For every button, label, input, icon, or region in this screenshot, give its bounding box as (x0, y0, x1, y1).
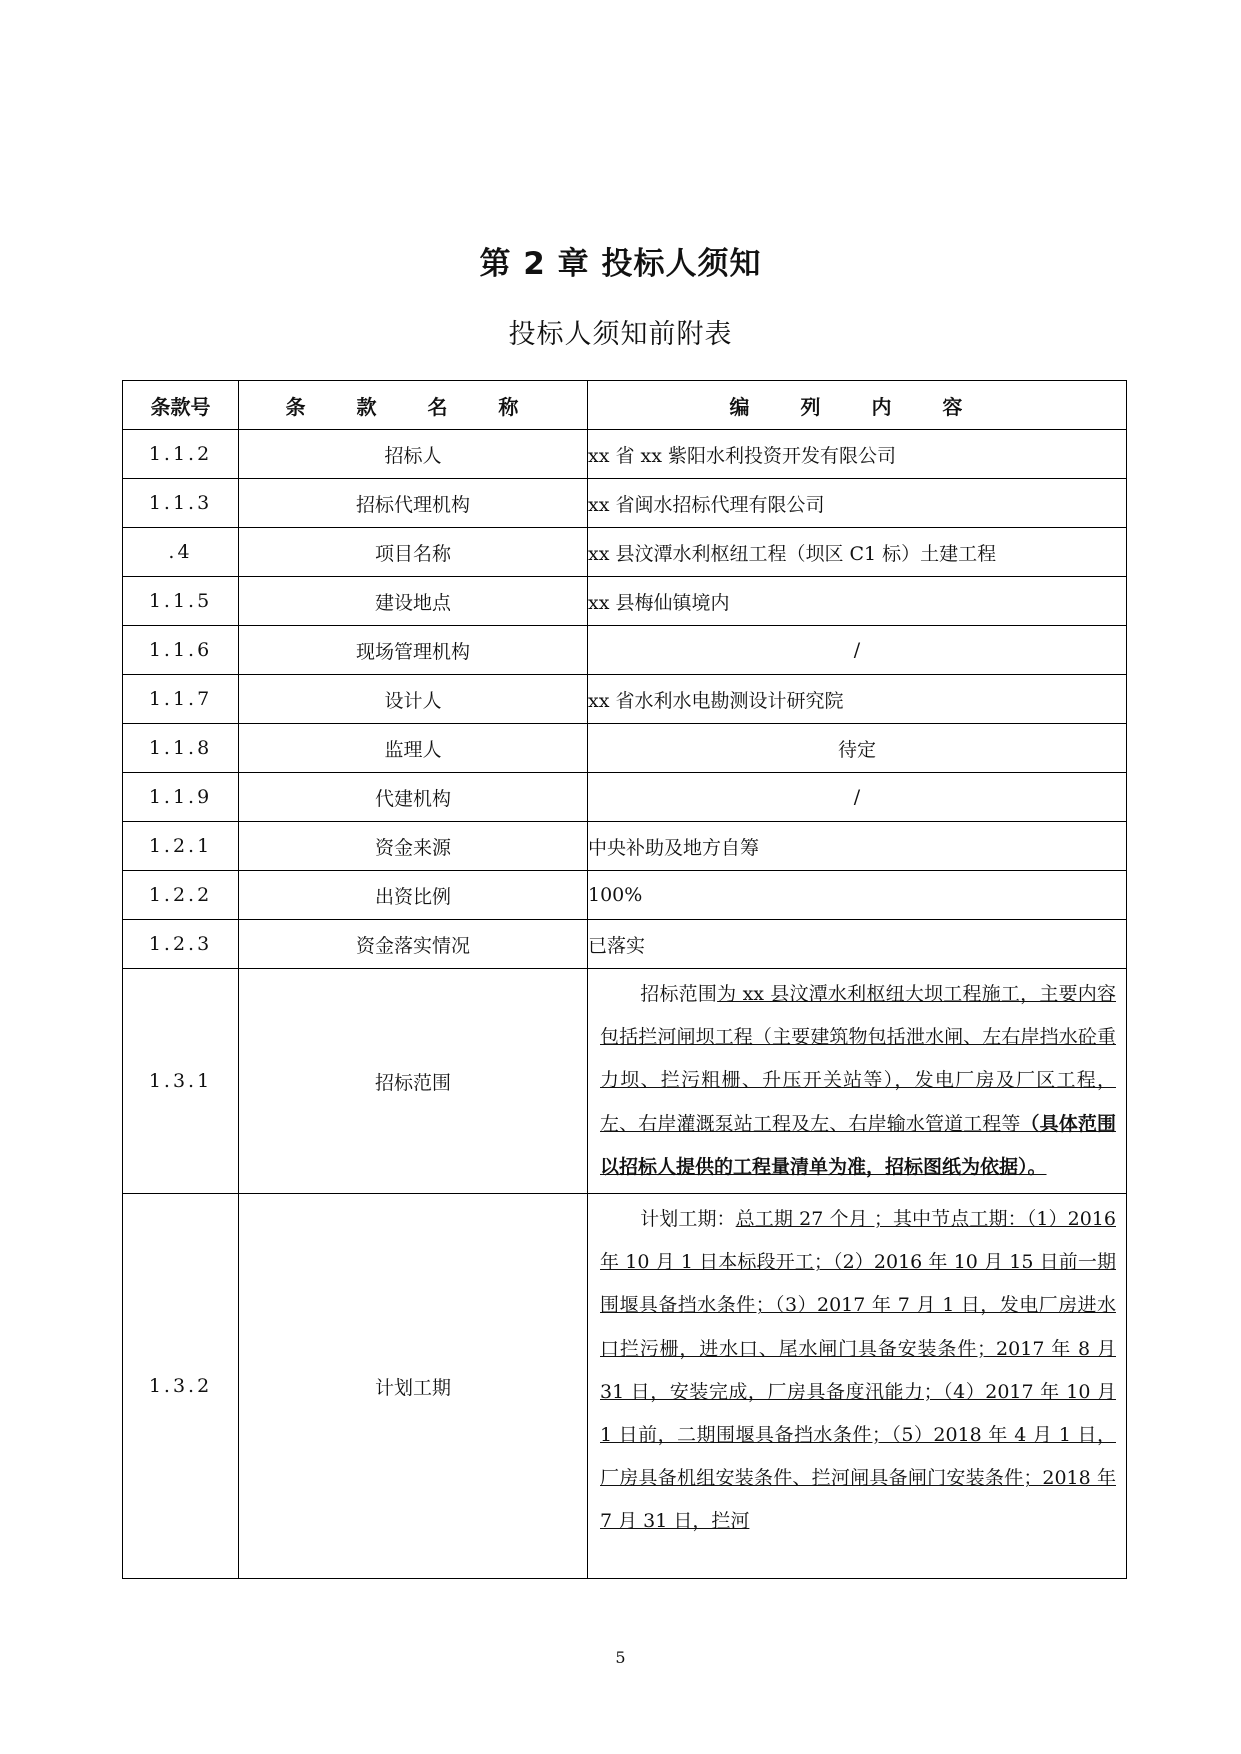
clause-name: 出资比例 (239, 871, 588, 920)
table-row (123, 430, 1127, 479)
clause-name: 招标人 (239, 430, 588, 479)
clause-number: .4 (123, 528, 239, 577)
clause-content: 中央补助及地方自筹 (588, 822, 1127, 871)
clause-name: 设计人 (239, 675, 588, 724)
clause-name: 项目名称 (239, 528, 588, 577)
header-clause-number: 条款号 (123, 381, 239, 430)
clause-name: 计划工期 (239, 1194, 588, 1579)
clause-content: / (588, 773, 1127, 822)
table-header-row (123, 381, 1127, 430)
clause-content: xx 省水利水电勘测设计研究院 (588, 675, 1127, 724)
table-row (123, 920, 1127, 969)
clause-number: 1.3.1 (123, 969, 239, 1194)
clause-name: 代建机构 (239, 773, 588, 822)
table-row-scope (123, 969, 1127, 1194)
schedule-paragraph (588, 1194, 1126, 1578)
table-row (123, 626, 1127, 675)
clause-number: 1.3.2 (123, 1194, 239, 1579)
schedule-body: 总工期 27 个月 ；其中节点工期：（1）2016 年 10 月 1 日本标段开工；（2）2016 年 10 月 15 日前一期围堰具备挡水条件；（3）2017 年 7 月 1 日，发电厂房进水口拦污栅，进水口、尾水闸门具备安装条件；2017 年 8 月 31 日，安装完成，厂房具备度汛能力；（4）2017 年 10 月 1 日前，二期围堰具备挡水条件；（5）2018 年 4 月 1 日，厂房具备机组安装条件、拦河闸具备闸门安装条件；2018 年 7 月 31 日，拦河 (600, 1208, 1116, 1533)
clause-content: xx 县梅仙镇境内 (588, 577, 1127, 626)
clause-content-scope (588, 969, 1127, 1194)
clause-number: 1.1.9 (123, 773, 239, 822)
clause-number: 1.1.3 (123, 479, 239, 528)
clause-name: 监理人 (239, 724, 588, 773)
clause-number: 1.1.7 (123, 675, 239, 724)
clause-number: 1.1.8 (123, 724, 239, 773)
clause-content: xx 省闽水招标代理有限公司 (588, 479, 1127, 528)
clause-content-schedule (588, 1194, 1127, 1579)
scope-note: （具体范围以招标人提供的工程量清单为准，招标图纸为依据）。 (600, 1112, 1116, 1178)
clause-number: 1.2.1 (123, 822, 239, 871)
schedule-lead: 计划工期： (640, 1208, 736, 1231)
clause-number: 1.1.6 (123, 626, 239, 675)
clause-content: xx 省 xx 紫阳水利投资开发有限公司 (588, 430, 1127, 479)
bidder-instructions-table (122, 380, 1127, 1579)
table-row (123, 479, 1127, 528)
clause-name: 建设地点 (239, 577, 588, 626)
clause-content: 待定 (588, 724, 1127, 773)
clause-content: 100% (588, 871, 1127, 920)
table-row (123, 724, 1127, 773)
table-row (123, 577, 1127, 626)
scope-lead: 招标范围 (640, 983, 718, 1005)
clause-name: 招标范围 (239, 969, 588, 1194)
clause-name: 资金落实情况 (239, 920, 588, 969)
table-row (123, 528, 1127, 577)
chapter-title: 第 2 章 投标人须知 (479, 246, 762, 282)
clause-name: 招标代理机构 (239, 479, 588, 528)
clause-number: 1.2.3 (123, 920, 239, 969)
table-row (123, 675, 1127, 724)
scope-paragraph (588, 969, 1126, 1193)
clause-name: 现场管理机构 (239, 626, 588, 675)
clause-content: / (588, 626, 1127, 675)
scope-body: 为 xx 县汶潭水利枢纽大坝工程施工，主要内容包括拦河闸坝工程（主要建筑物包括泄水闸、左右岸挡水砼重力坝、拦污粗栅、升压开关站等），发电厂房及厂区工程，左、右岸灌溉泵站工程及左、右岸输水管道工程等 (600, 983, 1116, 1135)
table-row (123, 773, 1127, 822)
table-title: 投标人须知前附表 (508, 319, 733, 350)
table-row-schedule (123, 1194, 1127, 1579)
header-clause-name: 条 款 名 称 (239, 381, 588, 430)
clause-number: 1.1.5 (123, 577, 239, 626)
table-row (123, 822, 1127, 871)
page-number: 5 (615, 1648, 626, 1667)
clause-name: 资金来源 (239, 822, 588, 871)
clause-content: 已落实 (588, 920, 1127, 969)
clause-number: 1.2.2 (123, 871, 239, 920)
table-row (123, 871, 1127, 920)
clause-content: xx 县汶潭水利枢纽工程（坝区 C1 标）土建工程 (588, 528, 1127, 577)
clause-number: 1.1.2 (123, 430, 239, 479)
header-content: 编 列 内 容 (588, 381, 1127, 430)
